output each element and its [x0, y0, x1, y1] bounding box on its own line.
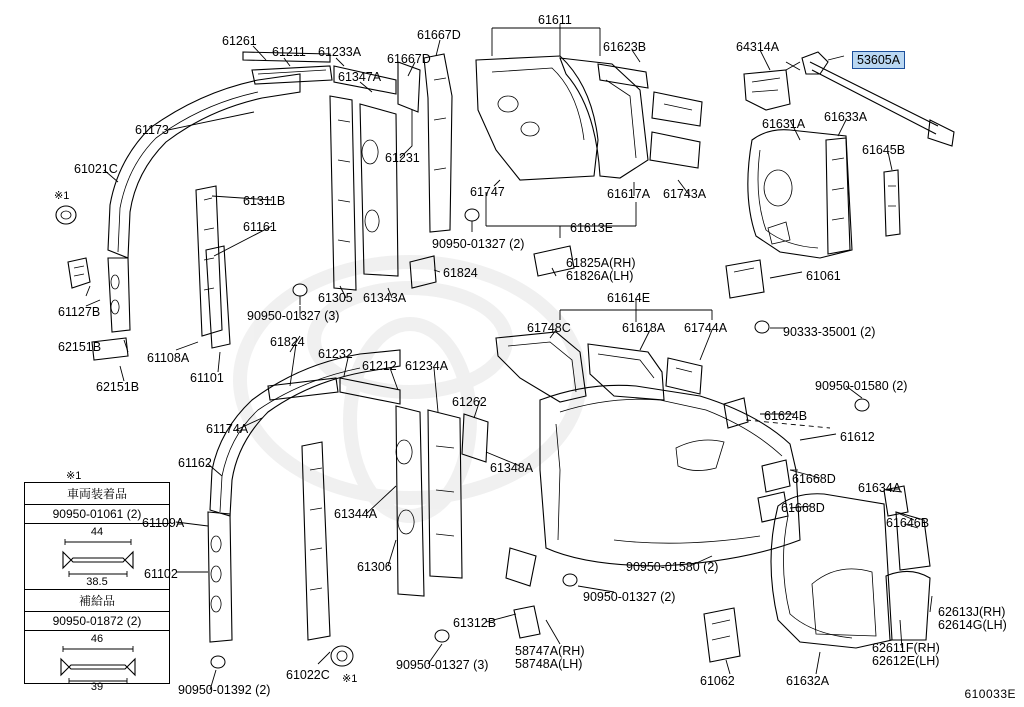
- part-label-90950-01580--2-: 90950-01580 (2): [815, 379, 908, 393]
- part-label-61311b: 61311B: [243, 194, 286, 208]
- part-label-61162: 61162: [178, 456, 212, 470]
- legend-row-1-top-dim: 46: [90, 633, 104, 645]
- part-label-61631a: 61631A: [762, 117, 806, 131]
- part-label-61744a: 61744A: [684, 321, 728, 335]
- part-label-58748a-lh-: 58748A(LH): [515, 657, 583, 671]
- part-label-61232: 61232: [318, 347, 353, 361]
- part-label-61234a: 61234A: [405, 359, 449, 373]
- part-label-61174a: 61174A: [206, 422, 249, 436]
- part-label-61127b: 61127B: [58, 305, 101, 319]
- part-label-61668d: 61668D: [792, 472, 836, 486]
- part-label-61743a: 61743A: [663, 187, 707, 201]
- part-label-61231: 61231: [385, 151, 420, 165]
- part-label-61826a-lh-: 61826A(LH): [566, 269, 634, 283]
- part-label-61624b: 61624B: [764, 409, 808, 423]
- part-label-61646b: 61646B: [886, 516, 930, 530]
- part-label-61667d: 61667D: [387, 52, 431, 66]
- legend-row-1-part: 90950-01872 (2): [25, 612, 169, 631]
- legend-row-0-top-dim: 44: [90, 526, 104, 538]
- part-label-61632a: 61632A: [786, 674, 830, 688]
- part-label--1: ※1: [342, 673, 358, 685]
- part-label-61173: 61173: [135, 123, 169, 137]
- part-label-61262: 61262: [452, 395, 487, 409]
- legend-row-0-part: 90950-01061 (2): [25, 505, 169, 524]
- part-label-61102: 61102: [144, 567, 178, 581]
- legend-row-1-figure: [25, 631, 169, 693]
- part-label-62612e-lh-: 62612E(LH): [872, 654, 940, 668]
- part-label-62613j-rh-: 62613J(RH): [938, 605, 1006, 619]
- part-label-61668d: 61668D: [781, 501, 825, 515]
- part-label-90950-01580--2-: 90950-01580 (2): [626, 560, 719, 574]
- diagram-code: 610033E: [964, 687, 1016, 701]
- part-label-61348a: 61348A: [490, 461, 534, 475]
- part-label-90950-01327--3-: 90950-01327 (3): [247, 309, 340, 323]
- part-label-62614g-lh-: 62614G(LH): [938, 618, 1007, 632]
- part-label-61634a: 61634A: [858, 481, 902, 495]
- legend-row-0-bottom-dim: 38.5: [86, 576, 108, 588]
- part-label-61824: 61824: [443, 266, 478, 280]
- part-label-61261: 61261: [222, 34, 257, 48]
- part-label-62151b: 62151B: [96, 380, 140, 394]
- legend-row-1-bottom-dim: 39: [90, 681, 104, 693]
- part-label-90333-35001--2-: 90333-35001 (2): [783, 325, 876, 339]
- part-label-62151b: 62151B: [58, 340, 102, 354]
- part-label-61021c: 61021C: [74, 162, 118, 176]
- part-label-64314a: 64314A: [736, 40, 780, 54]
- part-label-58747a-rh-: 58747A(RH): [515, 644, 585, 658]
- part-outline-lower-left: [208, 347, 869, 668]
- part-label-61614e: 61614E: [607, 291, 651, 305]
- part-label-61613e: 61613E: [570, 221, 614, 235]
- part-label-61211: 61211: [272, 45, 306, 59]
- part-label-61161: 61161: [243, 220, 277, 234]
- part-label-61061: 61061: [806, 269, 841, 283]
- part-label--1: ※1: [54, 190, 70, 202]
- part-label-53605a: [852, 54, 905, 67]
- part-label-62611f-rh-: 62611F(RH): [872, 641, 940, 655]
- part-label-61611: 61611: [538, 13, 572, 27]
- part-label-61343a: 61343A: [363, 291, 407, 305]
- part-label-90950-01392--2-: 90950-01392 (2): [178, 683, 271, 697]
- part-label-61618a: 61618A: [622, 321, 666, 335]
- legend-row-1-title: 補給品: [25, 590, 169, 612]
- highlighted-part-number[interactable]: 53605A: [852, 51, 905, 69]
- part-label-61109a: 61109A: [142, 516, 185, 530]
- legend-note-mark: ※1: [66, 470, 82, 482]
- part-label-61305: 61305: [318, 291, 353, 305]
- part-label-61748c: 61748C: [527, 321, 571, 335]
- part-label-61667d: 61667D: [417, 28, 461, 42]
- part-label-61312b: 61312B: [453, 616, 497, 630]
- part-label-61062: 61062: [700, 674, 735, 688]
- part-label-61623b: 61623B: [603, 40, 647, 54]
- part-label-61233a: 61233A: [318, 45, 362, 59]
- part-label-61344a: 61344A: [334, 507, 378, 521]
- part-label-61747: 61747: [470, 185, 505, 199]
- part-label-61108a: 61108A: [147, 351, 190, 365]
- part-label-61617a: 61617A: [607, 187, 651, 201]
- part-label-61212: 61212: [362, 359, 397, 373]
- part-label-61824: 61824: [270, 335, 305, 349]
- part-label-61825a-rh-: 61825A(RH): [566, 256, 636, 270]
- legend-table: [24, 482, 170, 693]
- part-label-61306: 61306: [357, 560, 392, 574]
- part-outline-roof-rail: [398, 54, 702, 232]
- part-label-61612: 61612: [840, 430, 875, 444]
- part-label-90950-01327--2-: 90950-01327 (2): [583, 590, 676, 604]
- part-label-61022c: 61022C: [286, 668, 330, 682]
- part-outline-top-right: [726, 52, 954, 333]
- part-label-90950-01327--2-: 90950-01327 (2): [432, 237, 525, 251]
- part-label-61347a: 61347A: [338, 70, 382, 84]
- part-label-61645b: 61645B: [862, 143, 906, 157]
- part-label-61633a: 61633A: [824, 110, 868, 124]
- legend-row-0-title: 車両装着品: [25, 483, 169, 505]
- watermark: [240, 262, 580, 516]
- part-label-61101: 61101: [190, 371, 224, 385]
- part-label-90950-01327--3-: 90950-01327 (3): [396, 658, 489, 672]
